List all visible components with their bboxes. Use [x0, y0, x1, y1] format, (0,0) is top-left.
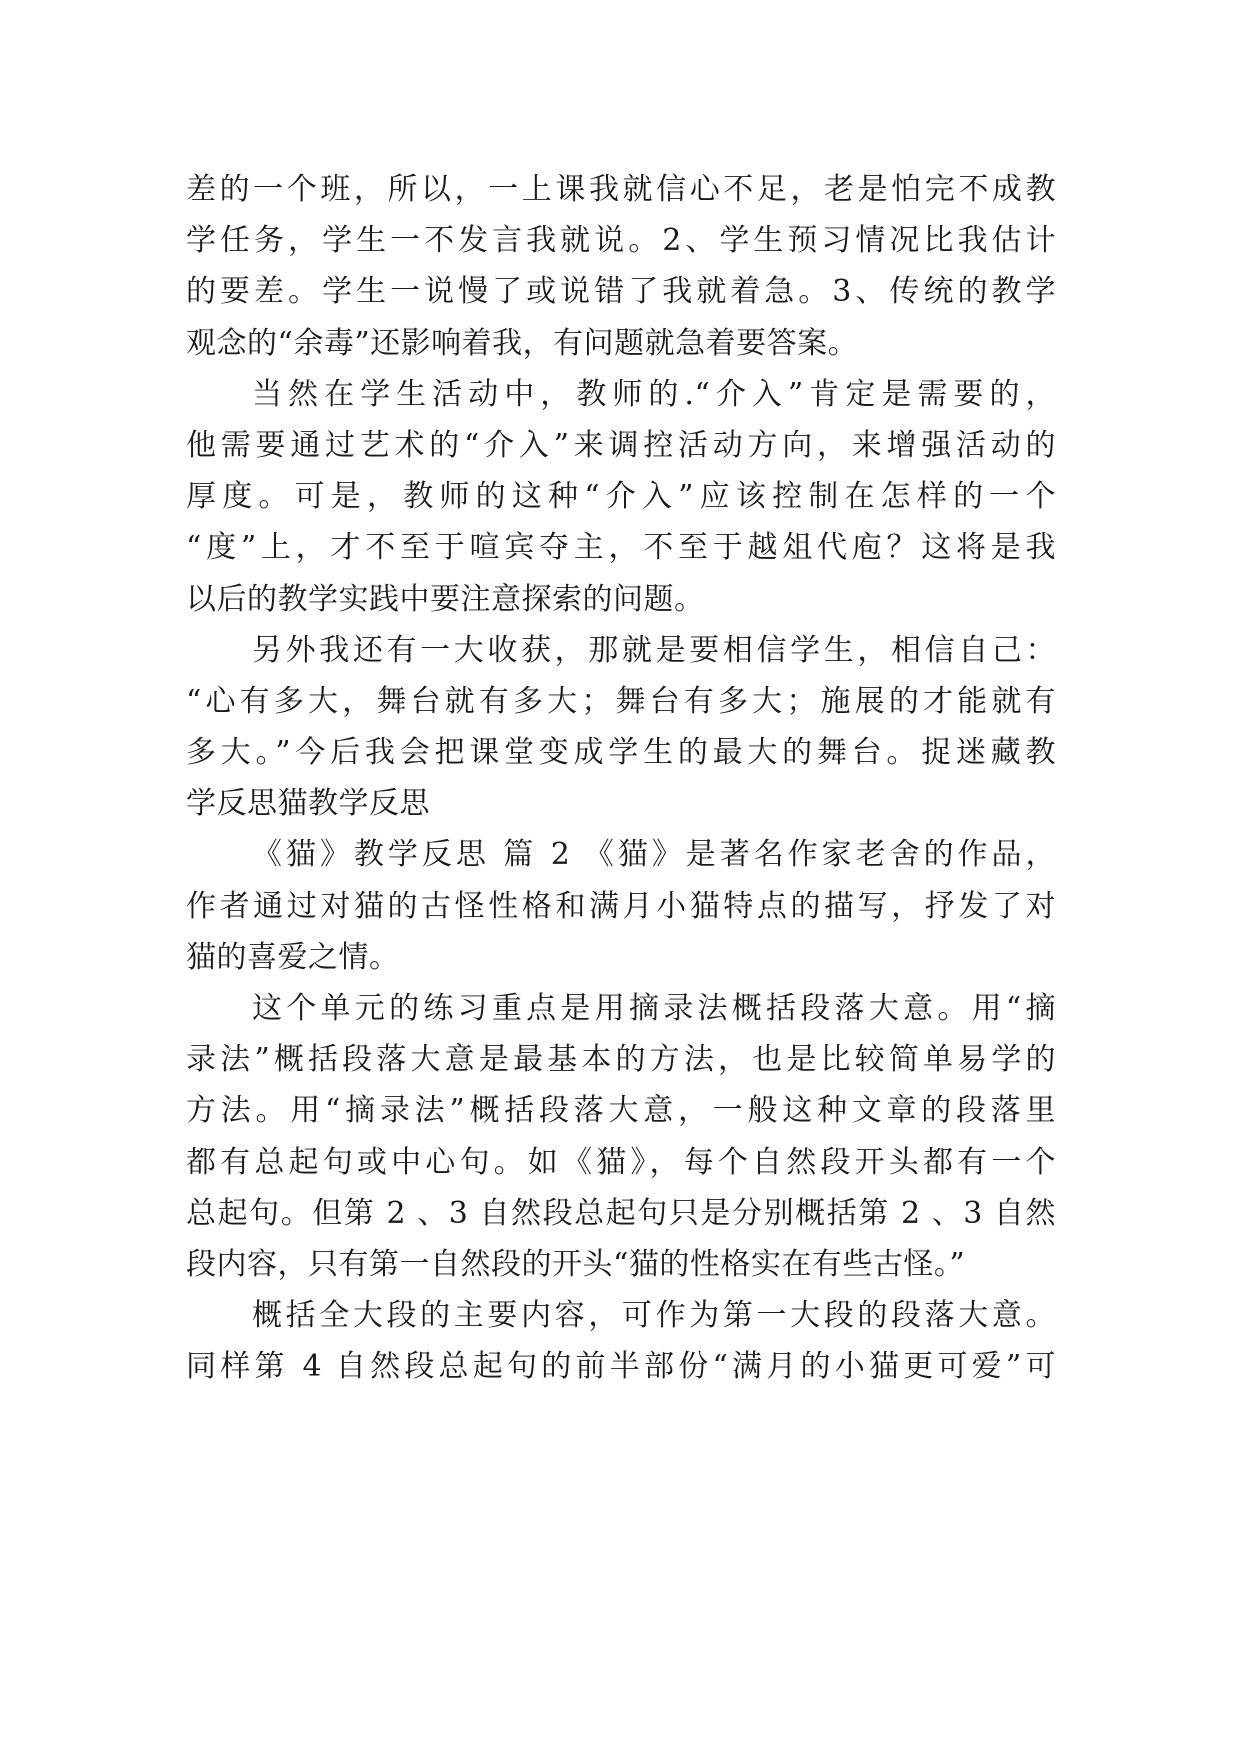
text-line: 厚度。可是，教师的这种“介入”应该控制在怎样的一个 [186, 479, 1056, 515]
text-line: 观念的“余毒”还影响着我，有问题就急着要答案。 [186, 325, 859, 361]
text-line: 《猫》教学反思 篇 2 《猫》是著名作家老舍的作品， [252, 837, 1056, 873]
text-line: “心有多大，舞台就有多大；舞台有多大；施展的才能就有 [186, 683, 1056, 719]
text-line: 这个单元的练习重点是用摘录法概括段落大意。用“摘 [252, 991, 1056, 1026]
text-line: 作者通过对猫的古怪性格和满月小猫特点的描写，抒发了对 [186, 888, 1056, 924]
text-line: “度”上，才不至于喧宾夺主，不至于越俎代庖？这将是我 [186, 530, 1056, 566]
text-line: 总起句。但第 2 、3 自然段总起句只是分别概括第 2 、3 自然 [186, 1195, 1056, 1231]
text-line: 他需要通过艺术的“介入”来调控活动方向，来增强活动的 [186, 427, 1056, 463]
body-text [186, 164, 1056, 1393]
text-line: 猫的喜爱之情。 [186, 939, 400, 975]
text-line: 学任务，学生一不发言我就说。2、学生预习情况比我估计 [186, 223, 1056, 259]
text-line: 差的一个班，所以，一上课我就信心不足，老是怕完不成教 [186, 172, 1056, 207]
text-line: 都有总起句或中心句。如《猫》，每个自然段开头都有一个 [186, 1144, 1056, 1180]
text-line: 同样第 4 自然段总起句的前半部份“满月的小猫更可爱”可 [186, 1349, 1056, 1385]
text-line: 概括全大段的主要内容，可作为第一大段的段落大意。 [252, 1298, 1056, 1334]
text-line: 段内容，只有第一自然段的开头“猫的性格实在有些古怪。” [186, 1246, 966, 1282]
text-line: 学反思猫教学反思 [186, 786, 430, 822]
text-line: 的要差。学生一说慢了或说错了我就着急。3、传统的教学 [186, 274, 1056, 310]
text-line: 多大。”今后我会把课堂变成学生的最大的舞台。捉迷藏教 [186, 735, 1056, 771]
text-line: 方法。用“摘录法”概括段落大意，一般这种文章的段落里 [186, 1093, 1056, 1129]
text-line: 录法”概括段落大意是最基本的方法，也是比较简单易学的 [186, 1042, 1056, 1078]
text-line: 以后的教学实践中要注意探索的问题。 [186, 581, 705, 617]
text-line: 当然在学生活动中，教师的.“介入”肯定是需要的， [252, 376, 1056, 412]
text-line: 另外我还有一大收获，那就是要相信学生，相信自己： [252, 632, 1056, 668]
